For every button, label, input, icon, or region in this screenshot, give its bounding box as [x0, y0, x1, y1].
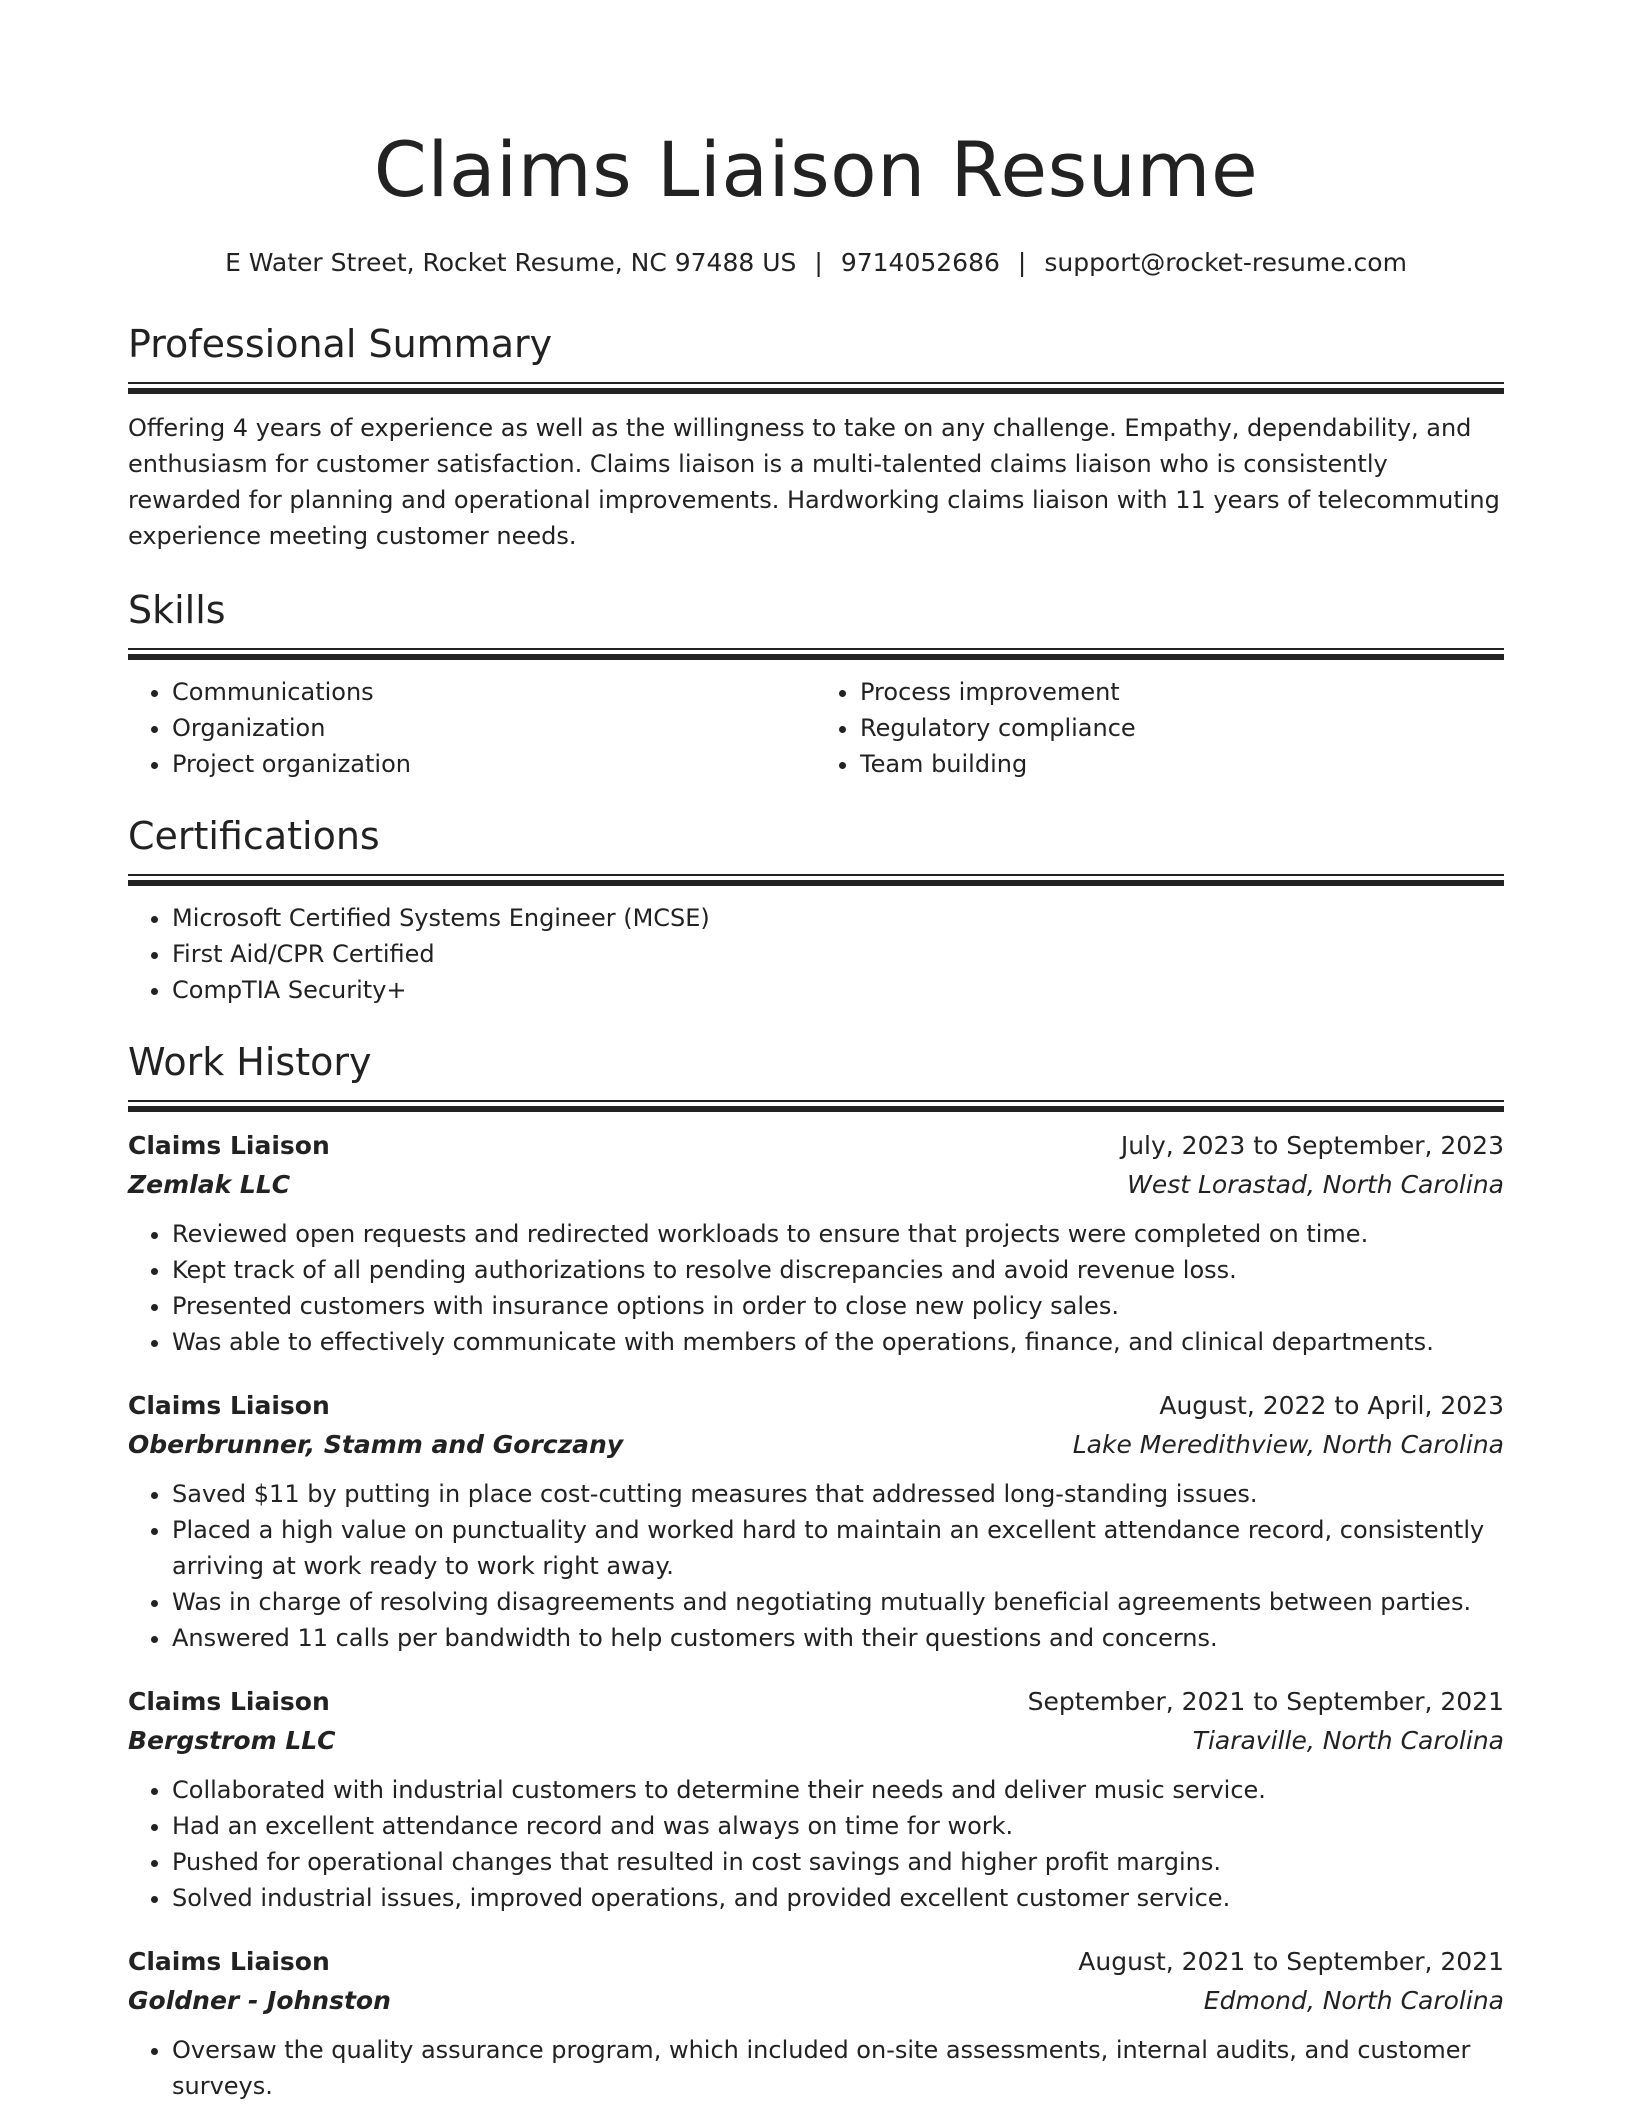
certification-item: • Microsoft Certified Systems Engineer (MCSE) — [172, 900, 1504, 936]
job-company-row — [128, 1722, 1504, 1760]
job-company-row — [128, 1982, 1504, 2020]
job-location: Lake Meredithview, North Carolina — [1072, 1430, 1504, 1459]
job-entry — [128, 1126, 1504, 1360]
job-entry — [128, 1682, 1504, 1916]
contact-line — [128, 246, 1504, 280]
job-dates: August, 2022 to April, 2023 — [1159, 1391, 1504, 1420]
skills-list-right — [816, 674, 1504, 782]
section-divider — [128, 382, 1504, 394]
job-duty: • Presented customers with insurance options in order to close new policy sales. — [172, 1288, 1504, 1324]
resume-title: Claims Liaison Resume — [373, 125, 1259, 214]
job-location: West Lorastad, North Carolina — [1127, 1170, 1504, 1199]
job-duty: • Saved $11 by putting in place cost-cutting measures that addressed long-standing issues. — [172, 1476, 1504, 1512]
job-header-row — [128, 1386, 1504, 1426]
certifications-section — [128, 810, 1504, 1008]
job-duty: • Solved industrial issues, improved operations, and provided excellent customer service. — [172, 1880, 1504, 1916]
job-location: Tiaraville, North Carolina — [1192, 1726, 1504, 1755]
contact-address: E Water Street, Rocket Resume, NC 97488 US — [225, 248, 797, 277]
skill-item: • Regulatory compliance — [860, 710, 1504, 746]
contact-separator: | — [1017, 248, 1027, 277]
job-company: Zemlak LLC — [128, 1170, 291, 1199]
job-company: Bergstrom LLC — [128, 1726, 336, 1755]
job-dates: August, 2021 to September, 2021 — [1078, 1947, 1504, 1976]
job-header-row — [128, 1942, 1504, 1982]
job-company: Oberbrunner, Stamm and Gorczany — [128, 1430, 624, 1459]
skills-grid — [128, 660, 1504, 782]
job-duty: • Placed a high value on punctuality and worked hard to maintain an excellent attendance record, consistently arriving at work ready to work right away. — [172, 1512, 1504, 1584]
job-company-row — [128, 1426, 1504, 1464]
section-heading-work-history: Work History — [128, 1040, 372, 1084]
job-duties-list — [128, 1216, 1504, 1360]
job-duty: • Pushed for operational changes that resulted in cost savings and higher profit margins. — [172, 1844, 1504, 1880]
skills-list-left — [128, 674, 816, 782]
job-entry — [128, 1386, 1504, 1656]
job-duty: • Answered 11 calls per bandwidth to help customers with their questions and concerns. — [172, 1620, 1504, 1656]
professional-summary-section — [128, 318, 1504, 554]
contact-phone: 9714052686 — [840, 248, 1000, 277]
job-duties-list — [128, 1772, 1504, 1916]
skill-item: • Project organization — [172, 746, 816, 782]
section-divider — [128, 648, 1504, 660]
skill-item: • Team building — [860, 746, 1504, 782]
job-duty: • Kept track of all pending authorizations to resolve discrepancies and avoid revenue loss. — [172, 1252, 1504, 1288]
section-heading-skills: Skills — [128, 588, 226, 632]
skill-item: • Organization — [172, 710, 816, 746]
section-divider — [128, 1100, 1504, 1112]
certification-item: • First Aid/CPR Certified — [172, 936, 1504, 972]
job-duty: • Was able to effectively communicate with members of the operations, finance, and clinical departments. — [172, 1324, 1504, 1360]
job-company: Goldner - Johnston — [128, 1986, 391, 2015]
job-title: Claims Liaison — [128, 1947, 330, 1976]
job-duty: • Collaborated with industrial customers to determine their needs and deliver music service. — [172, 1772, 1504, 1808]
job-location: Edmond, North Carolina — [1203, 1986, 1504, 2015]
work-history-section — [128, 1036, 1504, 2104]
job-duty: • Had an excellent attendance record and was always on time for work. — [172, 1808, 1504, 1844]
skill-item: • Process improvement — [860, 674, 1504, 710]
job-dates: July, 2023 to September, 2023 — [1120, 1131, 1504, 1160]
job-header-row — [128, 1126, 1504, 1166]
certifications-list — [128, 900, 1504, 1008]
contact-email: support@rocket-resume.com — [1044, 248, 1407, 277]
skills-section — [128, 584, 1504, 782]
job-duties-list — [128, 1476, 1504, 1656]
job-duty: • Oversaw the quality assurance program, which included on-site assessments, internal audits, and customer surveys. — [172, 2032, 1504, 2104]
job-duty: • Was in charge of resolving disagreements and negotiating mutually beneficial agreements between parties. — [172, 1584, 1504, 1620]
certification-item: • CompTIA Security+ — [172, 972, 1504, 1008]
section-divider — [128, 874, 1504, 886]
job-title: Claims Liaison — [128, 1131, 330, 1160]
job-company-row — [128, 1166, 1504, 1204]
job-title: Claims Liaison — [128, 1391, 330, 1420]
job-entry — [128, 1942, 1504, 2104]
summary-text: Offering 4 years of experience as well as the willingness to take on any challenge. Empathy, dependability, and enthusiasm for customer satisfaction. Claims liaison is a multi-talented claims liaison who is consistently rewarded for planning and operational improvements. Hardworking claims liaison with 11 years of telecommuting experience meeting customer needs. — [128, 414, 1500, 550]
contact-separator: | — [814, 248, 823, 277]
section-heading-certifications: Certifications — [128, 814, 380, 858]
job-duties-list — [128, 2032, 1504, 2104]
job-header-row — [128, 1682, 1504, 1722]
job-title: Claims Liaison — [128, 1687, 330, 1716]
job-dates: September, 2021 to September, 2021 — [1027, 1687, 1504, 1716]
job-duty: • Reviewed open requests and redirected workloads to ensure that projects were completed on time. — [172, 1216, 1504, 1252]
section-heading-summary: Professional Summary — [128, 322, 553, 366]
skill-item: • Communications — [172, 674, 816, 710]
